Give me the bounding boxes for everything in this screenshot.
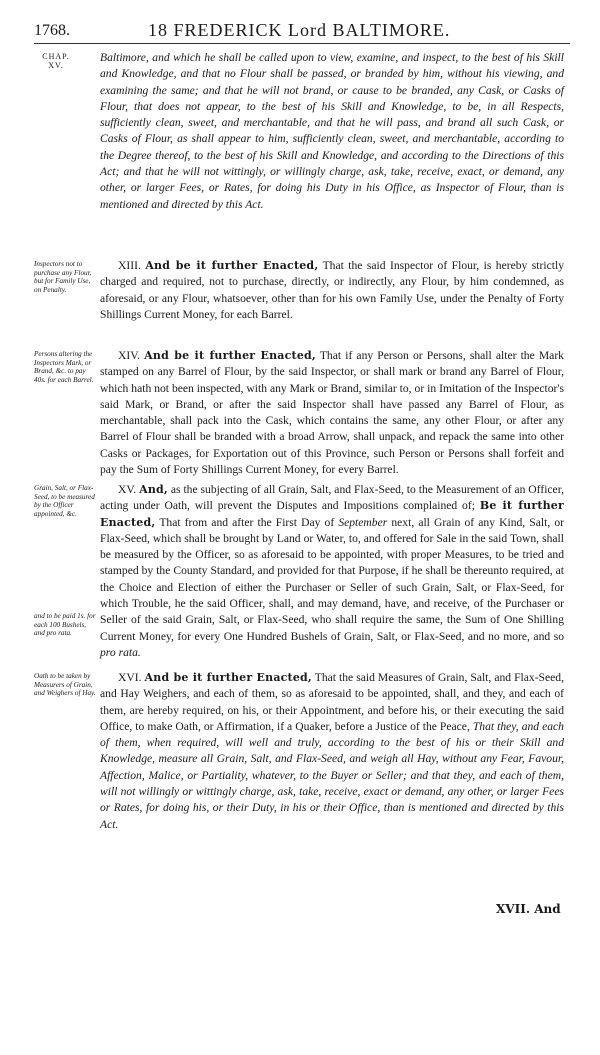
paragraph-continuation [100,50,564,213]
section-xv [100,482,564,661]
header-rule [34,43,570,44]
margin-note-oath: Oath to be taken by Measurers of Grain, and Weighers of Hay. [34,672,96,698]
section-text-c: next, all Grain of any Kind, Salt, or Flax-Seed, which shall be brought by Land or Water, to, and offered for Sale in the said Town, shall be measured by the Officer, so as aforesaid to be appointed, with proper Measures, to be tried and stamped by the County Standard, and provided for that Purpose, if he shall be thereunto required, at the Choice and Election of either the Purchaser or Seller of such Grain, Salt, or Flax-Seed, for which Trouble, he the said Officer, shall, and may demand, have, and receive, of the Purchaser or Seller of the said Grain, Salt, or Flax-Seed, who shall require the same, the Sum of One Shilling Current Money, for every One Hundred Bushels of Grain, Salt, or Flax-Seed, and no more, and so [100,515,564,643]
margin-note-chapter: CHAP. XV. [42,52,70,70]
margin-note-paid: and to be paid 1s. for each 100 Bushels, and pro rata. [34,612,96,638]
section-xvi [100,670,564,833]
pro-rata: pro rata. [100,645,141,659]
section-text-b: That from and after the First Day of [155,515,339,529]
section-xiii [100,258,564,323]
margin-note-inspectors: Inspectors not to purchase any Flour, but for Family Use, on Penalty. [34,260,92,294]
section-xiv [100,348,564,478]
section-number: XIV. [118,349,141,362]
catchword: XVII. And [496,902,561,916]
month-name: September [338,515,388,529]
section-text-a: as the subjecting of all Grain, Salt, and Flax-Seed, to the Measurement of an Officer, acting under Oath, will prevent the Disputes and Impositions complained of; [100,483,564,513]
section-text: That if any Person or Persons, shall alter the Mark stamped on any Barrel of Flour, by the said Inspector, or shall mark or brand any Barrel of Flour, which hath not been inspected, with any Mark or Brand, similar to, or in Imitation of the Inspector's said Mark, or Brand, or after the said Inspector shall have passed any Barrel of Flour, as merchantable, shall pack into the Cask, which contains the same, any other Flour, or after any Barrel of Flour shall be branded with a broad Arrow, shall unpack, and repack the same into other Casks or Packages, for Exportation out of this Province, such Person or Persons shall forfeit and pay the Sum of Forty Shillings Current Money, for every Barrel. [100,349,564,477]
page-title: 18 FREDERICK Lord BALTIMORE. [148,20,451,40]
section-text: That the said Inspector of Flour, is hereby strictly charged and required, not to purchase, directly, or indirectly, any Flour, by him condemned, as aforesaid, or any Flour, whatsoever, other than for his own Family Use, under the Penalty of Forty Shillings Current Money, for each Barrel. [100,259,564,321]
oath-text: That they, and each of them, when required, will well and truly, according to the best of his or their Skill and Knowledge, measure all Grain, Salt, and Flax-Seed, and weigh all Hay, without any Fear, Favour, Affection, Malice, or Partiality, whatever, to the Buyer or Seller; and that they, and each of them, will not willingly or wittingly charge, ask, take, receive, exact or demand, any other, or larger Fees or Rates, for doing his, or their Duty, in his or their Office, than is mentioned and directed by this Act. [100,719,564,831]
paragraph-text: Baltimore, and which he shall be called upon to view, examine, and inspect, to the best of his Skill and Knowledge, and that no Flour shall be passed, or branded by him, without his viewing, and examining the same; and that he will not brand, or cause to be branded, any Cask, or Casks of Flour, that does not appear, to the best of his Skill and Knowledge, to be, in all Respects, sufficiently clean, sweet, and merchantable, and that he will pass, and brand all such Cask, or Casks of Flour, as shall appear to him, sufficiently clean, sweet, and merchantable, according to the Degree thereof, to the best of his Skill and Knowledge, and according to the Directions of this Act; and that he will not wittingly, or willingly charge, ask, take, receive, exact, or demand, any other, or larger Fees, or Rates, for doing his Duty in his Office, as Inspector of Flour, than is mentioned and directed by this Act. [100,51,564,211]
page-year: 1768. [34,22,70,39]
enacting-clause: And be it further Enacted, [145,259,319,272]
section-number: XIII. [118,259,141,272]
margin-note-grain: Grain, Salt, or Flax-Seed, to be measured by the Officer appointed, &c. [34,484,95,518]
section-number: XVI. [118,671,142,684]
enacting-clause: Be it further Enacted, [100,499,564,529]
running-head [34,20,570,42]
section-text-a: That the said Measures of Grain, Salt, and Flax-Seed, and Hay Weighers, and each of them, so as aforesaid to be appointed, shall, and they, and each of them, are hereby required, on his, or their Appointment, and before his, or their executing the said Office, to make Oath, or Affirmation, if a Quaker, before a Justice of the Peace, [100,671,564,733]
enacting-clause: And be it further Enacted, [144,349,316,362]
section-number: XV. [118,483,137,496]
enacting-clause: And be it further Enacted, [144,671,312,684]
and-word: And, [139,483,168,496]
margin-note-altering: Persons altering the Inspectors Mark, or Brand, &c. to pay 40s. for each Barrel. [34,350,94,384]
